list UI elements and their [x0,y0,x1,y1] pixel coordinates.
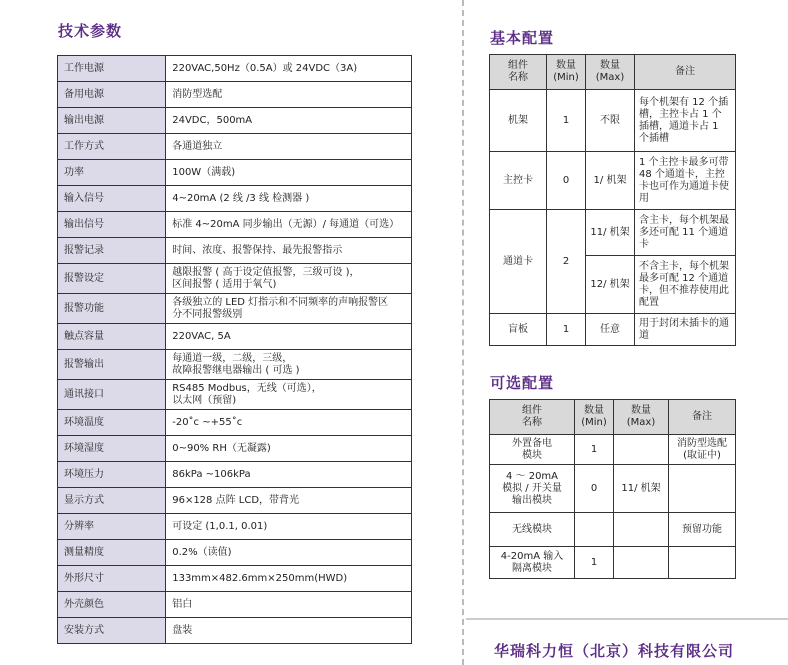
basic-config-title: 基本配置 [490,29,555,47]
optional-cell: 11/ 机架 [614,465,669,513]
optional-cell: 1 [575,435,614,465]
spec-label: 报警输出 [58,350,166,380]
footer-divider [466,618,788,620]
optional-config-title: 可选配置 [490,374,555,392]
spec-row [58,380,412,410]
spec-row [58,488,412,514]
spec-label: 备用电源 [58,82,166,108]
spec-label: 输出电源 [58,108,166,134]
spec-label: 报警记录 [58,238,166,264]
spec-value: 时间、浓度、报警保持、最先报警指示 [166,238,412,264]
optional-config-table [489,399,736,579]
page-divider [462,0,464,665]
spec-row [58,350,412,380]
basic-cell: 每个机架有 12 个插槽，主控卡占 1 个插槽，通道卡占 1 个插槽 [635,90,736,152]
optional-cell [614,547,669,579]
spec-value: 可设定 (1,0.1, 0.01) [166,514,412,540]
basic-cell: 不含主卡，每个机架最多可配 12 个通道卡，但不推荐使用此配置 [635,256,736,314]
spec-table [57,55,412,644]
spec-label: 功率 [58,160,166,186]
basic-cell: 盲板 [490,314,547,346]
spec-label: 安装方式 [58,618,166,644]
optional-cell: 4-20mA 输入 隔离模块 [490,547,575,579]
optional-cell: 消防型选配 (取证中) [669,435,736,465]
spec-label: 环境温度 [58,410,166,436]
spec-value: 96×128 点阵 LCD，带背光 [166,488,412,514]
basic-cell: 用于封闭未插卡的通道 [635,314,736,346]
spec-row [58,436,412,462]
spec-row [58,566,412,592]
spec-value: 24VDC，500mA [166,108,412,134]
basic-cell: 不限 [586,90,635,152]
optional-cell [669,547,736,579]
spec-value: 盘装 [166,618,412,644]
spec-label: 触点容量 [58,324,166,350]
spec-row [58,592,412,618]
spec-value: 标准 4~20mA 同步输出（无源）/ 每通道（可选） [166,212,412,238]
optional-cell [614,513,669,547]
spec-label: 分辨率 [58,514,166,540]
basic-cell: 2 [547,210,586,314]
spec-label: 输出信号 [58,212,166,238]
spec-value: 133mm×482.6mm×250mm(HWD) [166,566,412,592]
basic-cell: 主控卡 [490,152,547,210]
optional-cell: 0 [575,465,614,513]
spec-row [58,294,412,324]
basic-header-note: 备注 [635,55,736,90]
basic-header-min: 数量 (Min) [547,55,586,90]
spec-label: 工作电源 [58,56,166,82]
company-name: 华瑞科力恒（北京）科技有限公司 [494,642,735,660]
spec-row [58,540,412,566]
spec-row [58,462,412,488]
optional-cell: 无线模块 [490,513,575,547]
basic-cell: 1 [547,314,586,346]
optional-cell [575,513,614,547]
spec-label: 外形尺寸 [58,566,166,592]
spec-row [58,212,412,238]
spec-label: 工作方式 [58,134,166,160]
spec-label: 通讯接口 [58,380,166,410]
basic-cell: 1 [547,90,586,152]
spec-value: 铝白 [166,592,412,618]
spec-row [58,238,412,264]
spec-row [58,134,412,160]
spec-row [58,324,412,350]
spec-value: 0.2%（读值) [166,540,412,566]
optional-cell: 4 ～ 20mA 模拟 / 开关量 输出模块 [490,465,575,513]
spec-row [58,514,412,540]
spec-value: -20˚c ~+55˚c [166,410,412,436]
spec-row [58,56,412,82]
basic-cell: 12/ 机架 [586,256,635,314]
basic-header-max: 数量 (Max) [586,55,635,90]
spec-value: 越限报警 ( 高于设定值报警，三级可设 )， 区间报警 ( 适用于氧气) [166,264,412,294]
basic-cell: 含主卡，每个机架最多还可配 11 个通道卡 [635,210,736,256]
basic-cell: 1/ 机架 [586,152,635,210]
spec-label: 输入信号 [58,186,166,212]
spec-value: 86kPa ~106kPa [166,462,412,488]
spec-label: 环境压力 [58,462,166,488]
spec-label: 外壳颜色 [58,592,166,618]
basic-header-name: 组件 名称 [490,55,547,90]
optional-cell: 1 [575,547,614,579]
optional-header-max: 数量 (Max) [614,400,669,435]
spec-value: 消防型选配 [166,82,412,108]
spec-row [58,160,412,186]
optional-header-name: 组件 名称 [490,400,575,435]
spec-value: 100W（满载) [166,160,412,186]
optional-cell [669,465,736,513]
basic-cell: 1 个主控卡最多可带 48 个通道卡，主控卡也可作为通道卡使用 [635,152,736,210]
spec-label: 测量精度 [58,540,166,566]
basic-cell: 通道卡 [490,210,547,314]
spec-row [58,618,412,644]
basic-cell: 机架 [490,90,547,152]
spec-value: 各通道独立 [166,134,412,160]
optional-header-min: 数量 (Min) [575,400,614,435]
spec-label: 报警设定 [58,264,166,294]
spec-row [58,82,412,108]
spec-value: 220VAC, 5A [166,324,412,350]
spec-value: 4~20mA (2 线 /3 线 检测器 ) [166,186,412,212]
spec-label: 环境湿度 [58,436,166,462]
spec-value: 各级独立的 LED 灯指示和不同频率的声响报警区 分不同报警级别 [166,294,412,324]
basic-cell: 0 [547,152,586,210]
optional-cell: 外置备电 模块 [490,435,575,465]
spec-row [58,186,412,212]
spec-value: 每通道一级，二级，三级， 故障报警继电器输出 ( 可选 ) [166,350,412,380]
spec-row [58,108,412,134]
spec-value: 0~90% RH（无凝露) [166,436,412,462]
spec-label: 报警功能 [58,294,166,324]
basic-cell: 11/ 机架 [586,210,635,256]
spec-label: 显示方式 [58,488,166,514]
basic-config-table [489,54,736,346]
spec-value: 220VAC,50Hz（0.5A）或 24VDC（3A) [166,56,412,82]
optional-cell: 预留功能 [669,513,736,547]
spec-row [58,264,412,294]
optional-cell [614,435,669,465]
optional-header-note: 备注 [669,400,736,435]
basic-cell: 任意 [586,314,635,346]
spec-value: RS485 Modbus，无线（可选）， 以太网（预留) [166,380,412,410]
spec-title: 技术参数 [58,22,123,40]
spec-row [58,410,412,436]
